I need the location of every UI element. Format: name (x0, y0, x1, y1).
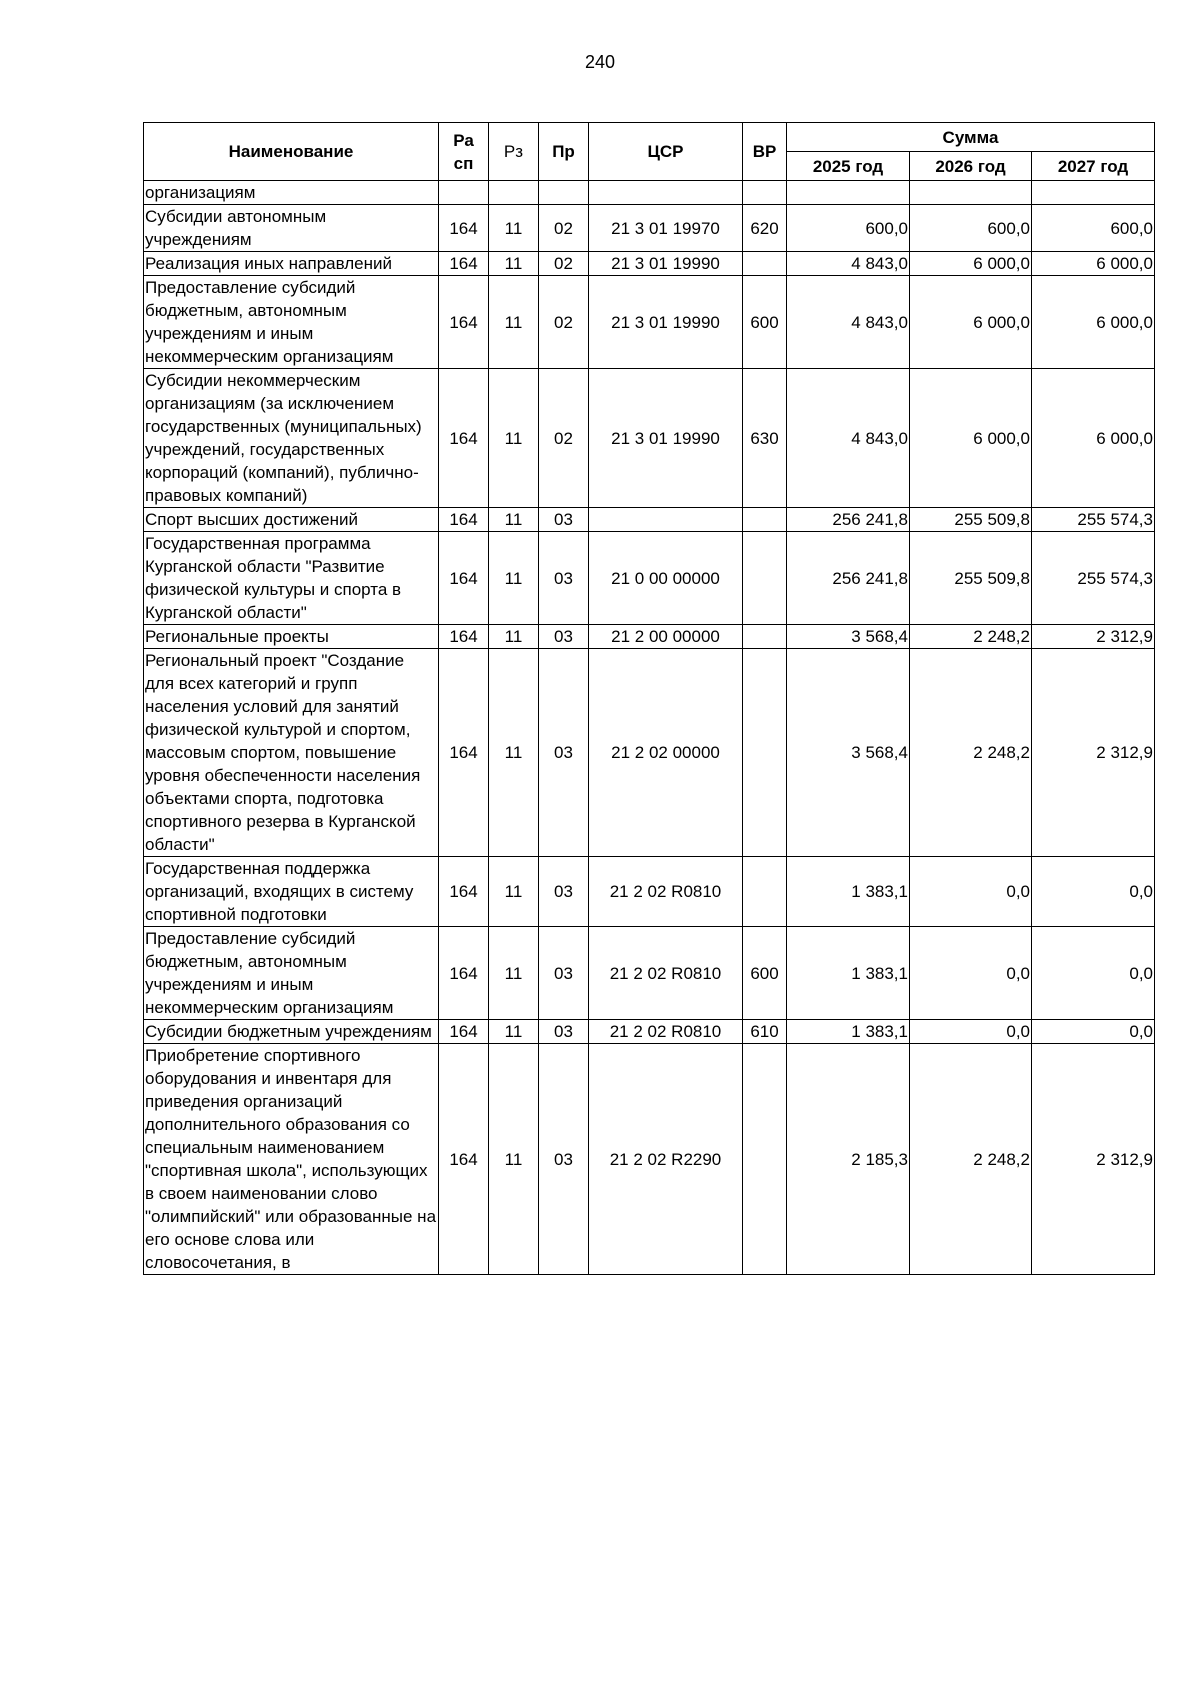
cell-2027: 0,0 (1032, 927, 1155, 1020)
cell-2025: 2 185,3 (787, 1044, 910, 1275)
cell-rasp: 164 (439, 205, 489, 252)
cell-pr: 02 (539, 369, 589, 508)
cell-vr: 610 (743, 1020, 787, 1044)
cell-name: Региональные проекты (144, 625, 439, 649)
cell-vr (743, 1044, 787, 1275)
cell-vr: 600 (743, 276, 787, 369)
table-row (144, 1020, 1155, 1044)
cell-vr (743, 649, 787, 857)
cell-rasp: 164 (439, 252, 489, 276)
cell-csr: 21 3 01 19970 (589, 205, 743, 252)
header-rz: Рз (489, 123, 539, 181)
cell-pr: 02 (539, 252, 589, 276)
cell-2027: 2 312,9 (1032, 1044, 1155, 1275)
cell-2025: 1 383,1 (787, 1020, 910, 1044)
table-row (144, 181, 1155, 205)
table-row (144, 625, 1155, 649)
cell-rasp: 164 (439, 927, 489, 1020)
cell-rz (489, 181, 539, 205)
cell-csr: 21 2 00 00000 (589, 625, 743, 649)
cell-rasp: 164 (439, 1044, 489, 1275)
cell-2026: 600,0 (910, 205, 1032, 252)
cell-rasp: 164 (439, 1020, 489, 1044)
cell-vr (743, 625, 787, 649)
cell-rasp: 164 (439, 649, 489, 857)
cell-rz: 11 (489, 369, 539, 508)
cell-csr: 21 2 02 00000 (589, 649, 743, 857)
cell-pr: 03 (539, 1044, 589, 1275)
cell-2027: 600,0 (1032, 205, 1155, 252)
cell-csr: 21 3 01 19990 (589, 276, 743, 369)
table-row (144, 1044, 1155, 1275)
cell-2025: 1 383,1 (787, 927, 910, 1020)
cell-2027: 0,0 (1032, 857, 1155, 927)
cell-vr: 600 (743, 927, 787, 1020)
cell-2025: 1 383,1 (787, 857, 910, 927)
cell-rz: 11 (489, 857, 539, 927)
header-sum: Сумма (787, 123, 1155, 152)
cell-rz: 11 (489, 508, 539, 532)
cell-csr (589, 181, 743, 205)
cell-pr: 03 (539, 857, 589, 927)
cell-2025: 3 568,4 (787, 649, 910, 857)
cell-2025: 256 241,8 (787, 532, 910, 625)
cell-name: Государственная поддержка организаций, входящих в систему спортивной подготовки (144, 857, 439, 927)
cell-csr: 21 2 02 R0810 (589, 1020, 743, 1044)
cell-rz: 11 (489, 205, 539, 252)
cell-csr: 21 2 02 R0810 (589, 927, 743, 1020)
cell-rasp: 164 (439, 508, 489, 532)
cell-2026 (910, 181, 1032, 205)
cell-csr: 21 3 01 19990 (589, 369, 743, 508)
cell-vr (743, 252, 787, 276)
cell-rasp: 164 (439, 276, 489, 369)
cell-vr: 630 (743, 369, 787, 508)
cell-pr: 03 (539, 927, 589, 1020)
cell-name: Субсидии некоммерческим организациям (за исключением государственных (муниципальных) учреждений, государственных корпораций (компаний), публично-правовых компаний) (144, 369, 439, 508)
cell-2027: 2 312,9 (1032, 625, 1155, 649)
cell-pr (539, 181, 589, 205)
cell-csr: 21 3 01 19990 (589, 252, 743, 276)
cell-name: Государственная программа Курганской области "Развитие физической культуры и спорта в Курганской области" (144, 532, 439, 625)
header-vr: ВР (743, 123, 787, 181)
table-row (144, 532, 1155, 625)
cell-2026: 255 509,8 (910, 508, 1032, 532)
cell-2027: 0,0 (1032, 1020, 1155, 1044)
cell-rz: 11 (489, 532, 539, 625)
cell-2026: 2 248,2 (910, 649, 1032, 857)
cell-rz: 11 (489, 252, 539, 276)
cell-name: Реализация иных направлений (144, 252, 439, 276)
cell-2026: 6 000,0 (910, 252, 1032, 276)
table-row (144, 369, 1155, 508)
cell-rasp: 164 (439, 857, 489, 927)
table-body (144, 181, 1155, 1275)
page-number: 240 (584, 52, 616, 72)
cell-2025: 600,0 (787, 205, 910, 252)
cell-2027: 255 574,3 (1032, 532, 1155, 625)
cell-name: Субсидии бюджетным учреждениям (144, 1020, 439, 1044)
cell-2026: 6 000,0 (910, 369, 1032, 508)
budget-table (143, 122, 1155, 1275)
cell-name: Приобретение спортивного оборудования и инвентаря для приведения организаций дополнительного образования со специальным наименованием "спортивная школа", использующих в своем наименовании слово "олимпийский" или образованные на его основе слова или словосочетания, в (144, 1044, 439, 1275)
cell-rz: 11 (489, 625, 539, 649)
cell-2026: 2 248,2 (910, 625, 1032, 649)
cell-csr: 21 2 02 R2290 (589, 1044, 743, 1275)
cell-2025 (787, 181, 910, 205)
cell-rz: 11 (489, 927, 539, 1020)
cell-2026: 2 248,2 (910, 1044, 1032, 1275)
table-row (144, 252, 1155, 276)
cell-rz: 11 (489, 276, 539, 369)
table-row (144, 649, 1155, 857)
cell-2027: 6 000,0 (1032, 252, 1155, 276)
cell-rz: 11 (489, 1044, 539, 1275)
cell-rasp: 164 (439, 369, 489, 508)
cell-vr (743, 508, 787, 532)
cell-2026: 6 000,0 (910, 276, 1032, 369)
cell-2025: 4 843,0 (787, 252, 910, 276)
cell-name: Предоставление субсидий бюджетным, автономным учреждениям и иным некоммерческим организациям (144, 276, 439, 369)
cell-2026: 0,0 (910, 1020, 1032, 1044)
cell-2026: 0,0 (910, 857, 1032, 927)
cell-2025: 4 843,0 (787, 276, 910, 369)
cell-rasp: 164 (439, 625, 489, 649)
cell-rz: 11 (489, 1020, 539, 1044)
table-row (144, 857, 1155, 927)
table-row (144, 508, 1155, 532)
cell-csr: 21 2 02 R0810 (589, 857, 743, 927)
cell-rasp: 164 (439, 532, 489, 625)
header-2025: 2025 год (787, 152, 910, 181)
header-2026: 2026 год (910, 152, 1032, 181)
cell-pr: 03 (539, 1020, 589, 1044)
cell-2026: 255 509,8 (910, 532, 1032, 625)
cell-pr: 02 (539, 205, 589, 252)
cell-name: организациям (144, 181, 439, 205)
cell-2027: 2 312,9 (1032, 649, 1155, 857)
header-rasp: Ра сп (439, 123, 489, 181)
cell-pr: 03 (539, 532, 589, 625)
cell-2025: 4 843,0 (787, 369, 910, 508)
cell-pr: 03 (539, 649, 589, 857)
cell-rasp (439, 181, 489, 205)
cell-vr (743, 532, 787, 625)
cell-2027: 255 574,3 (1032, 508, 1155, 532)
cell-vr: 620 (743, 205, 787, 252)
cell-2025: 256 241,8 (787, 508, 910, 532)
cell-2027 (1032, 181, 1155, 205)
header-name: Наименование (144, 123, 439, 181)
cell-2027: 6 000,0 (1032, 276, 1155, 369)
cell-csr: 21 0 00 00000 (589, 532, 743, 625)
cell-name: Спорт высших достижений (144, 508, 439, 532)
cell-2026: 0,0 (910, 927, 1032, 1020)
cell-pr: 03 (539, 625, 589, 649)
header-csr: ЦСР (589, 123, 743, 181)
cell-rz: 11 (489, 649, 539, 857)
cell-2027: 6 000,0 (1032, 369, 1155, 508)
header-pr: Пр (539, 123, 589, 181)
cell-vr (743, 857, 787, 927)
cell-pr: 02 (539, 276, 589, 369)
cell-csr (589, 508, 743, 532)
cell-name: Субсидии автономным учреждениям (144, 205, 439, 252)
cell-pr: 03 (539, 508, 589, 532)
cell-vr (743, 181, 787, 205)
table-row (144, 276, 1155, 369)
table-row (144, 927, 1155, 1020)
table-row (144, 205, 1155, 252)
cell-name: Региональный проект "Создание для всех категорий и групп населения условий для занятий физической культурой и спортом, массовым спортом, повышение уровня обеспеченности населения объектами спорта, подготовка спортивного резерва в Курганской области" (144, 649, 439, 857)
cell-name: Предоставление субсидий бюджетным, автономным учреждениям и иным некоммерческим организациям (144, 927, 439, 1020)
header-2027: 2027 год (1032, 152, 1155, 181)
cell-2025: 3 568,4 (787, 625, 910, 649)
